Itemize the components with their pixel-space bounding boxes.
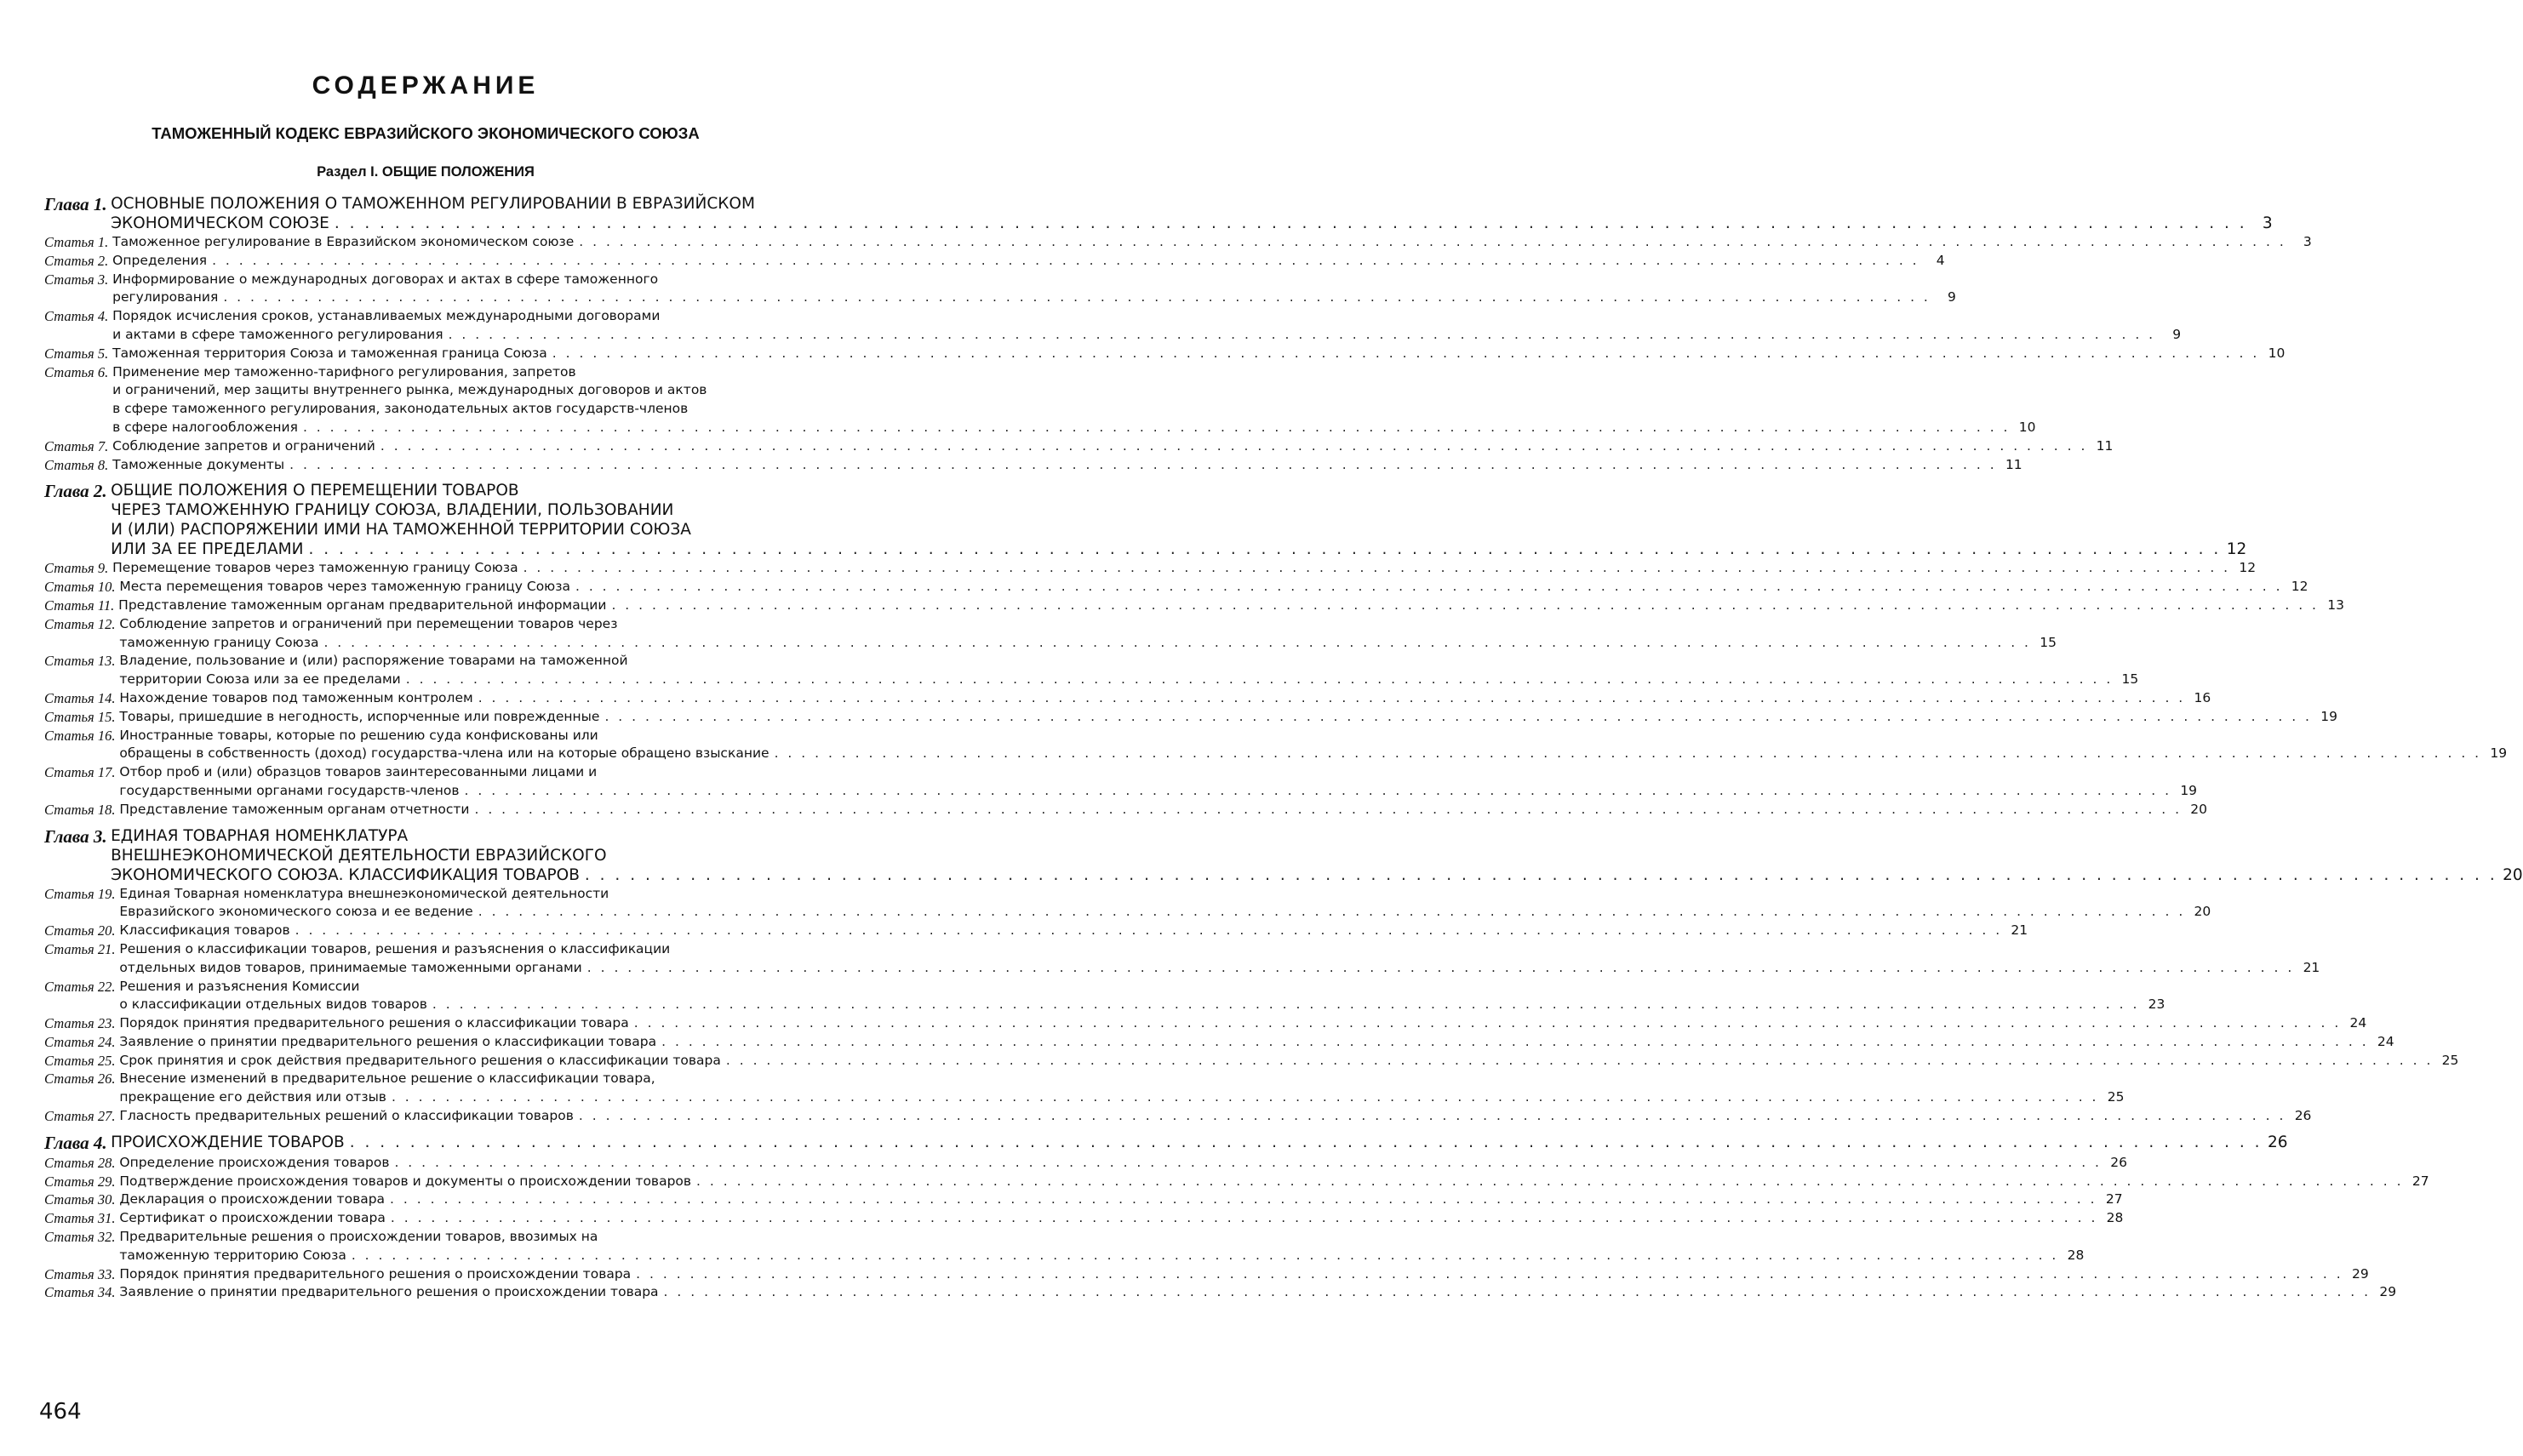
article-page-number: 23 (2148, 996, 2165, 1013)
article-label: Статья 14. (44, 689, 116, 706)
article-title-line: Порядок исчисления сроков, устанавливаемых международными договорами (112, 308, 661, 324)
chapter-label: Глава 3. (44, 825, 107, 847)
article-page-number: 12 (2291, 579, 2308, 595)
article-entry[interactable] (44, 252, 1945, 271)
article-title-line: в сфере таможенного регулирования, законодательных актов государств-членов (112, 401, 689, 417)
article-title-line: Порядок принятия предварительного решения о происхождении товара (119, 1265, 632, 1282)
dot-leader (391, 1209, 2098, 1228)
chapter-heading[interactable] (44, 825, 2523, 885)
article-page-number: 28 (2067, 1247, 2085, 1263)
article-entry[interactable] (44, 708, 2337, 727)
chapter-title-line: ОСНОВНЫЕ ПОЛОЖЕНИЯ О ТАМОЖЕННОМ РЕГУЛИРОВАНИИ В ЕВРАЗИЙСКОМ (111, 195, 755, 213)
article-page-number: 12 (2239, 560, 2257, 576)
article-title-line: таможенную границу Союза (119, 634, 319, 650)
article-title-line: Гласность предварительных решений о классификации товаров (119, 1108, 574, 1124)
article-entry[interactable] (44, 456, 2022, 475)
article-title-line: и актами в сфере таможенного регулирования (112, 326, 443, 342)
dot-leader (474, 801, 2182, 819)
article-label: Статья 23. (44, 1015, 116, 1032)
article-label: Статья 15. (44, 708, 116, 725)
article-entry[interactable] (44, 597, 2344, 615)
dot-leader (394, 1154, 2102, 1173)
article-label: Статья 11. (44, 597, 115, 614)
article-label: Статья 3. (44, 271, 109, 288)
article-label: Статья 31. (44, 1210, 116, 1227)
article-page-number: 27 (2411, 1173, 2429, 1189)
article-entry[interactable] (44, 689, 2211, 708)
article-title-line: государственными органами государств-членов (119, 782, 460, 798)
article-title-line: Нахождение товаров под таможенным контролем (119, 689, 473, 705)
article-entry[interactable] (44, 559, 2257, 578)
chapter-entry (44, 481, 2508, 819)
chapter-page-number: 12 (2226, 540, 2247, 559)
chapter-title-line: ПРОИСХОЖДЕНИЕ ТОВАРОВ (111, 1133, 345, 1151)
chapter-label: Глава 2. (44, 481, 107, 502)
article-page-number: 19 (2490, 745, 2508, 762)
chapter-title-line: ЭКОНОМИЧЕСКОГО СОЮЗА. КЛАССИФИКАЦИЯ ТОВАРОВ (111, 865, 580, 884)
article-label: Статья 17. (44, 764, 116, 781)
article-title-line: Перемещение товаров через таможенную границу Союза (112, 560, 518, 576)
article-entry[interactable] (44, 1209, 2124, 1228)
article-page-number: 21 (2011, 922, 2028, 939)
article-title-line: Классификация товаров (119, 922, 290, 939)
article-title-line: Представление таможенным органам предварительной информации (118, 597, 607, 613)
article-title-line: Соблюдение запретов и ограничений (112, 437, 375, 454)
article-entry[interactable] (44, 978, 2165, 1015)
article-title-line: Таможенная территория Союза и таможенная граница Союза (112, 345, 547, 361)
article-label: Статья 20. (44, 922, 116, 939)
article-title-line: Товары, пришедшие в негодность, испорченные или поврежденные (119, 708, 600, 724)
article-page-number: 24 (2377, 1033, 2394, 1049)
article-page-number: 26 (2294, 1108, 2312, 1124)
article-page-number: 19 (2180, 782, 2198, 798)
article-title-line: Применение мер таможенно-тарифного регулирования, запретов (112, 363, 576, 380)
dot-leader (661, 1033, 2369, 1052)
dot-leader (523, 559, 2231, 578)
article-title-line: Отбор проб и (или) образцов товаров заинтересованными лицами и (119, 764, 598, 780)
page-title: СОДЕРЖАНИЕ (312, 71, 540, 100)
article-label: Статья 30. (44, 1191, 116, 1208)
article-title-line: Предварительные решения о происхождении товаров, ввозимых на (119, 1229, 598, 1245)
dot-leader (212, 252, 1919, 271)
article-entry[interactable] (44, 345, 2286, 363)
article-page-number: 27 (2105, 1191, 2123, 1208)
dot-leader (579, 233, 2286, 252)
article-entry[interactable] (44, 763, 2198, 801)
chapter-label: Глава 4. (44, 1132, 107, 1153)
chapter-page-number: 20 (2503, 865, 2523, 884)
chapter-title-line: И (ИЛИ) РАСПОРЯЖЕНИИ ИМИ НА ТАМОЖЕННОЙ ТЕРРИТОРИИ СОЮЗА (111, 521, 691, 540)
article-label: Статья 19. (44, 885, 116, 902)
article-title-line: Определение происхождения товаров (119, 1154, 390, 1170)
chapter-heading[interactable] (44, 1132, 2288, 1154)
article-entry[interactable] (44, 652, 2139, 689)
article-label: Статья 10. (44, 579, 116, 596)
dot-leader (775, 745, 2482, 763)
article-page-number: 24 (2349, 1015, 2367, 1031)
article-entry[interactable] (44, 363, 2036, 437)
article-title-line: обращены в собственность (доход) государства-члена или на которые обращено взыскание (119, 745, 769, 762)
article-entry[interactable] (44, 437, 2114, 456)
article-label: Статья 32. (44, 1229, 116, 1246)
article-label: Статья 28. (44, 1154, 116, 1171)
dot-leader (636, 1265, 2343, 1284)
article-label: Статья 18. (44, 801, 116, 818)
chapter-entry (44, 1132, 2429, 1302)
dot-leader (585, 865, 2497, 885)
article-page-number: 20 (2190, 801, 2208, 817)
article-page-number: 9 (2172, 326, 2182, 342)
article-label: Статья 13. (44, 653, 116, 670)
dot-leader (392, 1088, 2099, 1107)
chapter-title-line: ОБЩИЕ ПОЛОЖЕНИЯ О ПЕРЕМЕЩЕНИИ ТОВАРОВ (111, 482, 519, 500)
article-page-number: 15 (2040, 634, 2057, 650)
dot-leader (587, 959, 2295, 978)
article-title-line: прекращение его действия или отзыв (119, 1089, 386, 1105)
article-label: Статья 22. (44, 978, 116, 995)
table-of-contents (44, 194, 2523, 1302)
article-entry[interactable] (44, 1033, 2394, 1052)
article-title-line: Внесение изменений в предварительное решение о классификации товара, (119, 1071, 655, 1087)
chapter-title-line: ЧЕРЕЗ ТАМОЖЕННУЮ ГРАНИЦУ СОЮЗА, ВЛАДЕНИИ, ПОЛЬЗОВАНИИ (111, 501, 674, 520)
dot-leader (726, 1052, 2434, 1071)
article-page-number: 29 (2351, 1265, 2369, 1282)
article-entry[interactable] (44, 1107, 2312, 1126)
article-page-number: 29 (2379, 1284, 2397, 1300)
article-entry[interactable] (44, 1265, 2369, 1284)
article-entry[interactable] (44, 1283, 2397, 1302)
article-page-number: 4 (1936, 252, 1945, 268)
article-label: Статья 4. (44, 308, 109, 325)
article-title-line: Заявление о принятии предварительного решения о классификации товара (119, 1033, 657, 1049)
dot-leader (634, 1014, 2342, 1033)
article-title-line: Таможенное регулирование в Евразийском экономическом союзе (112, 234, 575, 249)
article-entry[interactable] (44, 1070, 2125, 1107)
dot-leader (350, 1133, 2263, 1152)
dot-leader (478, 903, 2186, 922)
chapter-entry (44, 194, 2312, 474)
dot-leader (611, 597, 2319, 615)
chapter-title-line: ЭКОНОМИЧЕСКОМ СОЮЗЕ (111, 214, 329, 232)
article-entry[interactable] (44, 1154, 2127, 1173)
article-title-line: Места перемещения товаров через таможенную границу Союза (119, 579, 570, 595)
article-title-line: Решения и разъяснения Комиссии (119, 978, 360, 994)
article-title-line: Представление таможенным органам отчетности (119, 801, 470, 817)
article-title-line: Порядок принятия предварительного решения о классификации товара (119, 1015, 629, 1031)
article-title-line: в сфере налогообложения (112, 419, 298, 435)
article-label: Статья 8. (44, 456, 109, 473)
article-page-number: 19 (2320, 708, 2337, 724)
article-entry[interactable] (44, 922, 2028, 940)
article-label: Статья 33. (44, 1265, 116, 1282)
dot-leader (289, 456, 1997, 475)
dot-leader (432, 996, 2140, 1014)
dot-leader (696, 1173, 2404, 1191)
article-entry[interactable] (44, 271, 1956, 308)
dot-leader (579, 1107, 2286, 1126)
article-label: Статья 1. (44, 234, 109, 250)
article-entry[interactable] (44, 727, 2508, 764)
article-page-number: 3 (2303, 234, 2312, 249)
article-page-number: 28 (2106, 1210, 2124, 1226)
chapter-label: Глава 1. (44, 194, 107, 214)
article-page-number: 25 (2107, 1089, 2125, 1105)
article-title-line: Соблюдение запретов и ограничений при перемещении товаров через (119, 615, 618, 631)
article-entry[interactable] (44, 801, 2208, 819)
article-title-line: Евразийского экономического союза и ее ведение (119, 904, 473, 920)
article-title-line: Срок принятия и срок действия предварительного решения о классификации товара (119, 1052, 721, 1068)
chapter-heading[interactable] (44, 481, 2247, 559)
article-page-number: 16 (2194, 689, 2211, 705)
article-title-line: Единая Товарная номенклатура внешнеэкономической деятельности (119, 885, 609, 901)
article-title-line: регулирования (112, 289, 219, 305)
article-title-line: Подтверждение происхождения товаров и документы о происхождении товаров (119, 1173, 692, 1189)
article-page-number: 21 (2303, 959, 2320, 975)
document-subtitle: ТАМОЖЕННЫЙ КОДЕКС ЕВРАЗИЙСКОГО ЭКОНОМИЧЕСКОГО СОЮЗА (152, 124, 700, 142)
dot-leader (449, 326, 2156, 345)
chapter-heading[interactable] (44, 194, 2273, 233)
article-label: Статья 24. (44, 1033, 116, 1050)
dot-leader (323, 634, 2031, 653)
article-title-line: Информирование о международных договорах и актах в сфере таможенного (112, 271, 659, 287)
article-label: Статья 2. (44, 252, 109, 269)
chapter-title-line: ЕДИНАЯ ТОВАРНАЯ НОМЕНКЛАТУРА (111, 826, 409, 845)
article-label: Статья 34. (44, 1284, 116, 1301)
article-title-line: отдельных видов товаров, принимаемые таможенными органами (119, 959, 582, 975)
dot-leader (604, 708, 2312, 727)
article-label: Статья 5. (44, 345, 109, 362)
article-label: Статья 6. (44, 363, 109, 380)
article-title-line: территории Союза или за ее пределами (119, 671, 401, 688)
dot-leader (465, 782, 2172, 801)
chapter-entry (44, 825, 2523, 1126)
section-heading: Раздел I. ОБЩИЕ ПОЛОЖЕНИЯ (317, 164, 535, 180)
dot-leader (303, 419, 2011, 437)
article-entry[interactable] (44, 307, 2182, 345)
article-title-line: Решения о классификации товаров, решения и разъяснения о классификации (119, 940, 671, 956)
dot-leader (664, 1283, 2371, 1302)
page-number: 464 (39, 1399, 82, 1425)
article-title-line: таможенную территорию Союза (119, 1247, 346, 1263)
article-entry[interactable] (44, 233, 2312, 252)
dot-leader (390, 1190, 2097, 1209)
article-entry[interactable] (44, 1173, 2429, 1191)
dot-leader (575, 578, 2283, 597)
dot-leader (335, 214, 2247, 233)
article-label: Статья 7. (44, 437, 109, 454)
article-page-number: 9 (1947, 289, 1956, 305)
article-title-line: о классификации отдельных видов товаров (119, 996, 427, 1013)
article-title-line: Заявление о принятии предварительного решения о происхождении товара (119, 1284, 659, 1300)
article-page-number: 13 (2327, 597, 2344, 613)
chapter-title-line: ИЛИ ЗА ЕЕ ПРЕДЕЛАМИ (111, 540, 304, 559)
article-page-number: 11 (2096, 437, 2114, 454)
chapter-title-line: ВНЕШНЕЭКОНОМИЧЕСКОЙ ДЕЯТЕЛЬНОСТИ ЕВРАЗИЙСКОГО (111, 846, 607, 865)
article-title-line: Определения (112, 252, 208, 268)
article-entry[interactable] (44, 1228, 2085, 1265)
dot-leader (295, 922, 2003, 940)
dot-leader (308, 540, 2221, 559)
article-page-number: 10 (2268, 345, 2286, 361)
dot-leader (380, 437, 2088, 456)
article-entry[interactable] (44, 1014, 2367, 1033)
article-page-number: 20 (2194, 904, 2211, 920)
article-title-line: и ограничений, мер защиты внутреннего рынка, международных договоров и актов (112, 382, 707, 398)
chapter-page-number: 26 (2267, 1133, 2288, 1151)
dot-leader (552, 345, 2260, 363)
article-label: Статья 12. (44, 615, 116, 632)
article-label: Статья 9. (44, 560, 109, 577)
article-page-number: 26 (2110, 1154, 2127, 1170)
article-entry[interactable] (44, 885, 2211, 922)
chapter-page-number: 3 (2262, 214, 2273, 232)
article-title-line: Сертификат о происхождении товара (119, 1210, 386, 1226)
dot-leader (223, 288, 1931, 307)
article-label: Статья 21. (44, 940, 116, 957)
article-label: Статья 16. (44, 727, 116, 744)
article-page-number: 15 (2121, 671, 2139, 688)
dot-leader (478, 689, 2186, 708)
article-page-number: 25 (2441, 1052, 2459, 1068)
article-entry[interactable] (44, 615, 2057, 653)
dot-leader (352, 1247, 2059, 1265)
article-label: Статья 25. (44, 1052, 116, 1069)
article-entry[interactable] (44, 1052, 2459, 1071)
article-title-line: Владение, пользование и (или) распоряжение товарами на таможенной (119, 653, 628, 669)
article-title-line: Таможенные документы (112, 456, 285, 472)
dot-leader (406, 671, 2114, 689)
article-title-line: Иностранные товары, которые по решению суда конфискованы или (119, 727, 598, 743)
article-entry[interactable] (44, 940, 2320, 978)
article-label: Статья 26. (44, 1071, 116, 1088)
article-title-line: Декларация о происхождении товара (119, 1191, 386, 1208)
article-label: Статья 29. (44, 1173, 116, 1190)
article-entry[interactable] (44, 1190, 2123, 1209)
article-page-number: 10 (2018, 419, 2036, 435)
article-page-number: 11 (2005, 456, 2022, 472)
article-label: Статья 27. (44, 1108, 116, 1125)
article-entry[interactable] (44, 578, 2308, 597)
